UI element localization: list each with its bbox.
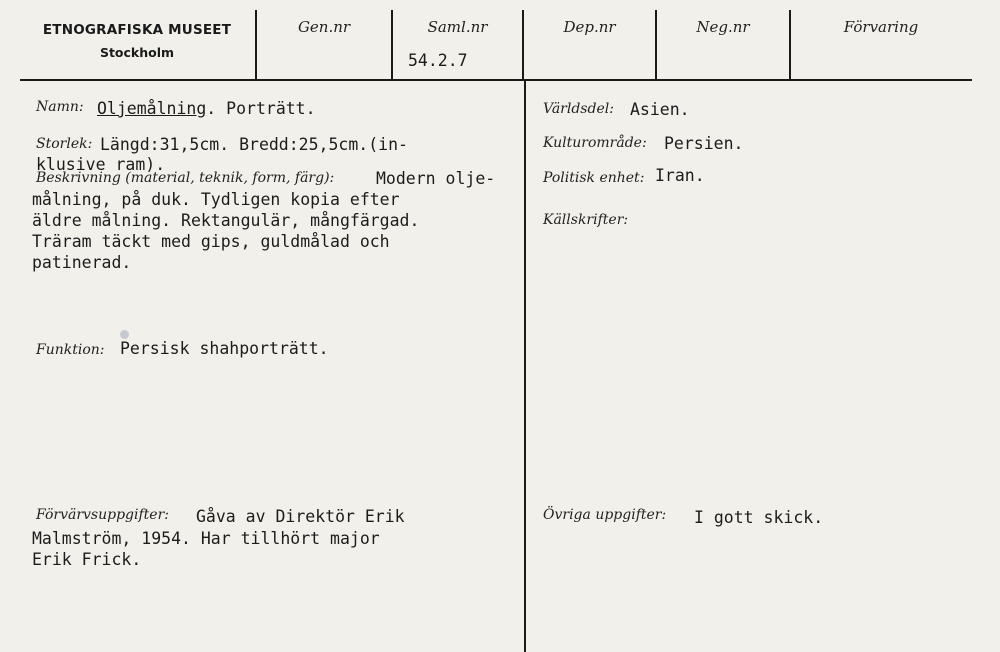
namn-value-rest: . Porträtt. — [206, 99, 316, 118]
beskrivning-label: Beskrivning (material, teknik, form, färg): — [36, 170, 335, 186]
beskrivning-line3: äldre målning. Rektangulär, mångfärgad. — [32, 211, 420, 230]
beskrivning-line5: patinerad. — [32, 253, 132, 272]
storlek-label: Storlek: — [36, 136, 93, 152]
forvarv-line2: Malmström, 1954. Har tillhört major — [32, 529, 380, 548]
funktion-value: Persisk shahporträtt. — [120, 339, 329, 358]
saml-nr-label: Saml.nr — [427, 18, 488, 36]
kallskrifter-label: Källskrifter: — [543, 212, 629, 228]
politisk-enhet-label: Politisk enhet: — [543, 170, 645, 186]
kulturomrade-value: Persien. — [664, 134, 744, 153]
gen-nr-label: Gen.nr — [297, 18, 351, 36]
forvaring-label: Förvaring — [843, 18, 919, 36]
varldsdel-value: Asien. — [630, 100, 690, 119]
header-divider — [20, 79, 972, 81]
museum-name: ETNOGRAFISKA MUSEET — [42, 22, 232, 38]
dep-nr-label: Dep.nr — [563, 18, 616, 36]
beskrivning-line4: Träram täckt med gips, guldmålad och — [32, 232, 390, 251]
body-center-divider — [524, 80, 526, 652]
museum-block — [24, 22, 250, 60]
forvarv-label: Förvärvsuppgifter: — [36, 507, 169, 523]
namn-value — [97, 98, 316, 119]
forvarv-line1: Gåva av Direktör Erik — [196, 507, 405, 526]
museum-city: Stockholm — [99, 45, 175, 60]
varldsdel-label: Världsdel: — [543, 101, 614, 117]
storlek-value-line1: Längd:31,5cm. Bredd:25,5cm.(in- — [100, 135, 408, 154]
storlek-value-line2: klusive ram). — [36, 155, 166, 174]
politisk-enhet-value: Iran. — [655, 166, 705, 185]
namn-value-underlined: Oljemålning — [97, 99, 207, 118]
forvarv-line3: Erik Frick. — [32, 550, 142, 569]
saml-nr-value: 54.2.7 — [408, 51, 468, 70]
beskrivning-line2: målning, på duk. Tydligen kopia efter — [32, 190, 400, 209]
neg-nr-label: Neg.nr — [696, 18, 750, 36]
kulturomrade-label: Kulturområde: — [543, 135, 647, 151]
ovriga-label: Övriga uppgifter: — [543, 507, 667, 523]
namn-label: Namn: — [36, 99, 84, 115]
beskrivning-line1: Modern olje- — [376, 169, 496, 188]
funktion-label: Funktion: — [36, 342, 105, 358]
ovriga-value: I gott skick. — [694, 508, 824, 527]
